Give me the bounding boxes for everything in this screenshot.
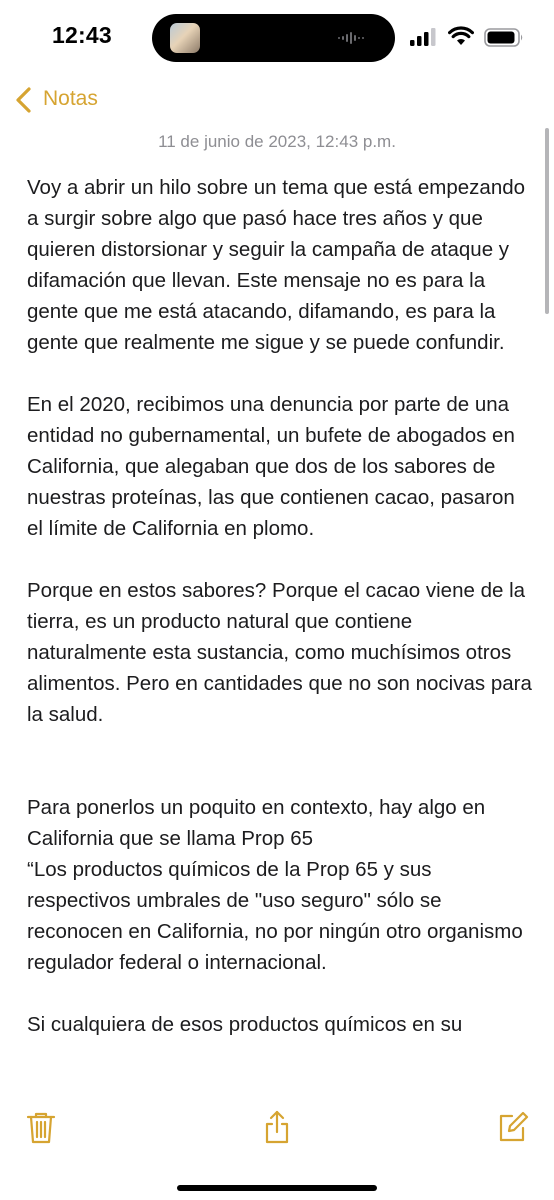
note-body[interactable] [27,172,538,1040]
contact-avatar-icon [170,23,200,53]
battery-icon [484,28,524,47]
bottom-toolbar [0,1098,554,1168]
dynamic-island[interactable] [152,14,395,62]
back-button-notas[interactable]: Notas [43,87,98,110]
home-indicator[interactable] [177,1185,377,1191]
compose-icon[interactable] [492,1108,532,1148]
audio-waveform-icon [338,32,364,44]
note-paragraph: “Los productos químicos de la Prop 65 y sus respectivos umbrales de "uso seguro" sólo se reconocen en California, no por ningún otro organismo regulador federal o internacional. [27,858,529,974]
status-time: 12:43 [52,22,112,48]
chevron-left-icon[interactable] [14,86,34,114]
note-paragraph: Porque en estos sabores? Porque el cacao viene de la tierra, es un producto natural que contiene naturalmente esta sustancia, como muchísimos otros alimentos. Pero en cantidades que no son nocivas para la salud. [27,579,538,726]
share-icon[interactable] [257,1108,297,1148]
scroll-indicator[interactable] [545,128,549,314]
note-paragraph: En el 2020, recibimos una denuncia por parte de una entidad no gubernamental, un bufete de abogados en California, que alegaban que dos de los sabores de nuestras proteínas, las que contienen cacao, pasaron el límite de California en plomo. [27,393,521,540]
note-date: 11 de junio de 2023, 12:43 p.m. [158,132,396,151]
wifi-icon [448,26,474,46]
cellular-signal-icon [410,28,436,46]
trash-icon[interactable] [21,1108,61,1148]
note-paragraph: Si cualquiera de esos productos químicos en su [27,1013,463,1036]
status-bar [0,0,554,78]
navigation-bar [0,78,554,122]
note-paragraph: Voy a abrir un hilo sobre un tema que está empezando a surgir sobre algo que pasó hace tres años y que quieren distorsionar y seguir la campaña de ataque y difamación que llevan. Este mensaje no es para la gente que me está atacando, difamando, es para la gente que realmente me sigue y se puede confundir. [27,176,531,354]
status-indicators [410,26,530,48]
note-paragraph: Para ponerlos un poquito en contexto, hay algo en California que se llama Prop 65 [27,796,491,850]
